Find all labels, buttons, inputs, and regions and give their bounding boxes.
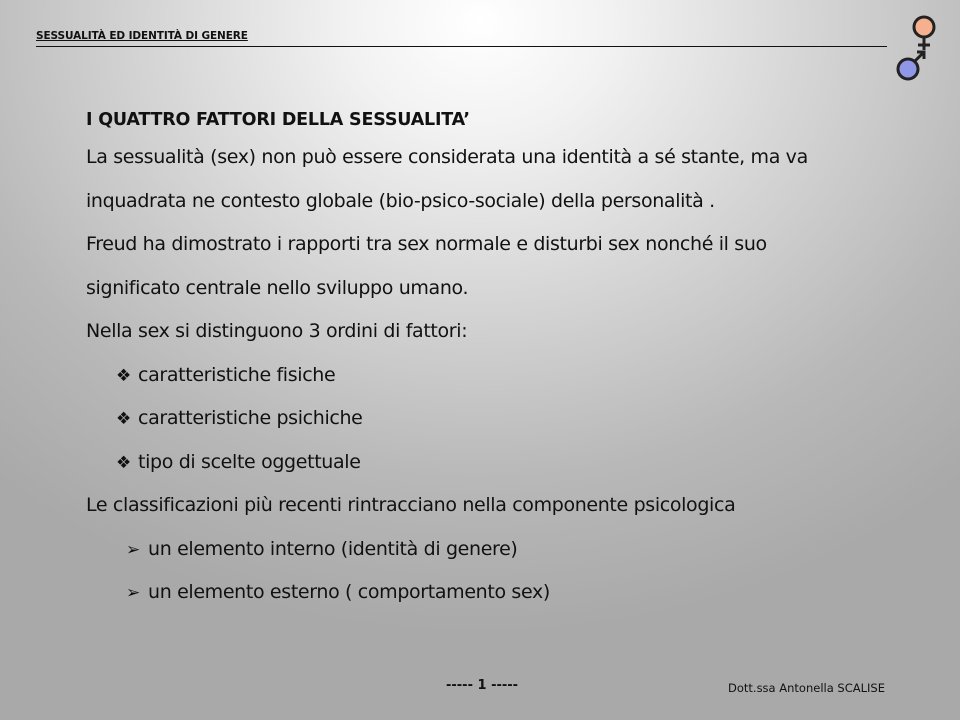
page-number: ----- 1 ----- bbox=[446, 678, 519, 693]
paragraph-line: Freud ha dimostrato i rapporti tra sex normale e disturbi sex nonché il suo bbox=[86, 233, 767, 255]
element-label: un elemento esterno ( comportamento sex) bbox=[148, 581, 550, 603]
paragraph-line: inquadrata ne contesto globale (bio-psico-sociale) della personalità . bbox=[86, 189, 715, 212]
slide-title: I QUATTRO FATTORI DELLA SESSUALITA’ bbox=[86, 110, 470, 130]
factor-label: caratteristiche psichiche bbox=[138, 407, 363, 429]
arrow-bullet-icon: ➢ bbox=[126, 583, 140, 603]
author-credit: Dott.ssa Antonella SCALISE bbox=[728, 681, 885, 695]
element-label: un elemento interno (identità di genere) bbox=[148, 537, 518, 560]
paragraph-line: La sessualità (sex) non può essere considerata una identità a sé stante, ma va bbox=[86, 146, 808, 168]
diamond-bullet-icon: ❖ bbox=[116, 365, 131, 386]
paragraph-line: Le classificazioni più recenti rintracciano nella componente psicologica bbox=[86, 494, 736, 516]
gender-symbol-icon bbox=[890, 12, 946, 88]
factor-label: caratteristiche fisiche bbox=[138, 363, 336, 386]
diamond-bullet-icon: ❖ bbox=[116, 452, 131, 473]
factor-label: tipo di scelte oggettuale bbox=[138, 450, 361, 473]
factor-item bbox=[86, 397, 886, 441]
factor-item bbox=[86, 354, 886, 398]
slide-content bbox=[86, 104, 886, 615]
paragraph-line: significato centrale nello sviluppo umano. bbox=[86, 276, 469, 299]
arrow-bullet-icon: ➢ bbox=[126, 539, 140, 560]
element-item bbox=[86, 528, 886, 572]
header-rule bbox=[36, 30, 887, 47]
header-title: SESSUALITÀ ED IDENTITÀ DI GENERE bbox=[36, 30, 248, 42]
factor-item bbox=[86, 441, 886, 485]
element-item bbox=[86, 571, 886, 615]
diamond-bullet-icon: ❖ bbox=[116, 409, 131, 429]
paragraph-line: Nella sex si distinguono 3 ordini di fattori: bbox=[86, 320, 468, 342]
